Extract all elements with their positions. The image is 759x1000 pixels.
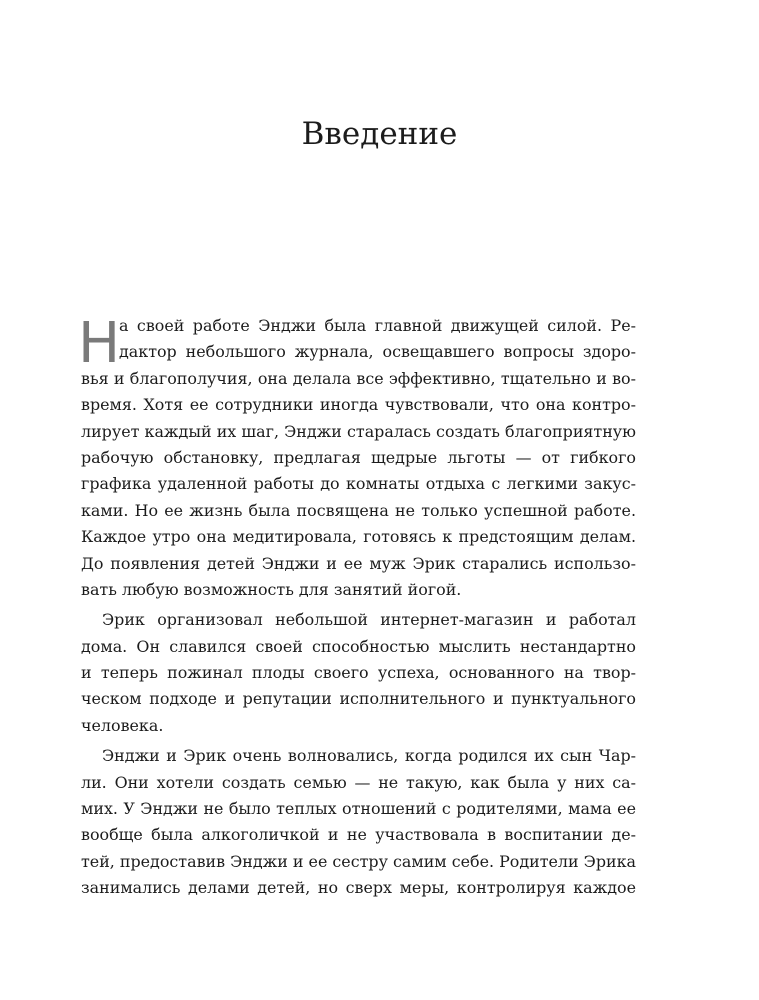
text-line: вообще была алкоголичкой и не участвовала в воспитании де- xyxy=(81,825,636,845)
page-title: Введение xyxy=(301,116,458,152)
text-line: ками. Но ее жизнь была посвящена не только успешной работе. xyxy=(81,500,636,520)
drop-cap: Н xyxy=(78,311,121,376)
text-line: ли. Они хотели создать семью — не такую, как была у них са- xyxy=(81,772,636,792)
text-line: дома. Он славился своей способностью мыслить нестандартно xyxy=(81,636,636,656)
text-line: а своей работе Энджи была главной движущей силой. Ре- xyxy=(119,316,636,335)
paragraph-3 xyxy=(81,743,636,901)
text-line: время. Хотя ее сотрудники иногда чувствовали, что она контро- xyxy=(81,395,636,415)
text-line: тей, предоставив Энджи и ее сестру самим себе. Родители Эрика xyxy=(81,851,636,871)
text-line: Каждое утро она медитировала, готовясь к предстоящим делам. xyxy=(81,527,636,547)
text-line: Энджи и Эрик очень волновались, когда родился их сын Чар- xyxy=(102,746,636,766)
text-line: вья и благополучия, она делала все эффективно, тщательно и во- xyxy=(81,368,636,388)
body-text xyxy=(78,311,636,902)
paragraph-1 xyxy=(81,313,636,603)
text-line: рабочую обстановку, предлагая щедрые льготы — от гибкого xyxy=(81,447,636,467)
text-line: дактор небольшого журнала, освещавшего вопросы здоро- xyxy=(119,342,636,362)
text-line: лирует каждый их шаг, Энджи старалась создать благоприятную xyxy=(81,421,636,441)
text-line: вать любую возможность для занятий йогой. xyxy=(81,579,462,599)
text-line: До появления детей Энджи и ее муж Эрик старались использо- xyxy=(81,553,636,573)
text-line: и теперь пожинал плоды своего успеха, основанного на твор- xyxy=(81,663,636,683)
text-line: мих. У Энджи не было теплых отношений с родителями, мама ее xyxy=(81,799,636,819)
paragraph-2 xyxy=(81,607,636,739)
text-line: ческом подходе и репутации исполнительного и пунктуального xyxy=(81,689,636,709)
text-line: человека. xyxy=(81,715,164,735)
text-line: графика удаленной работы до комнаты отдыха с легкими закус- xyxy=(81,474,636,494)
text-line: занимались делами детей, но сверх меры, контролируя каждое xyxy=(81,878,636,898)
text-line: Эрик организовал небольшой интернет-магазин и работал xyxy=(102,610,636,630)
